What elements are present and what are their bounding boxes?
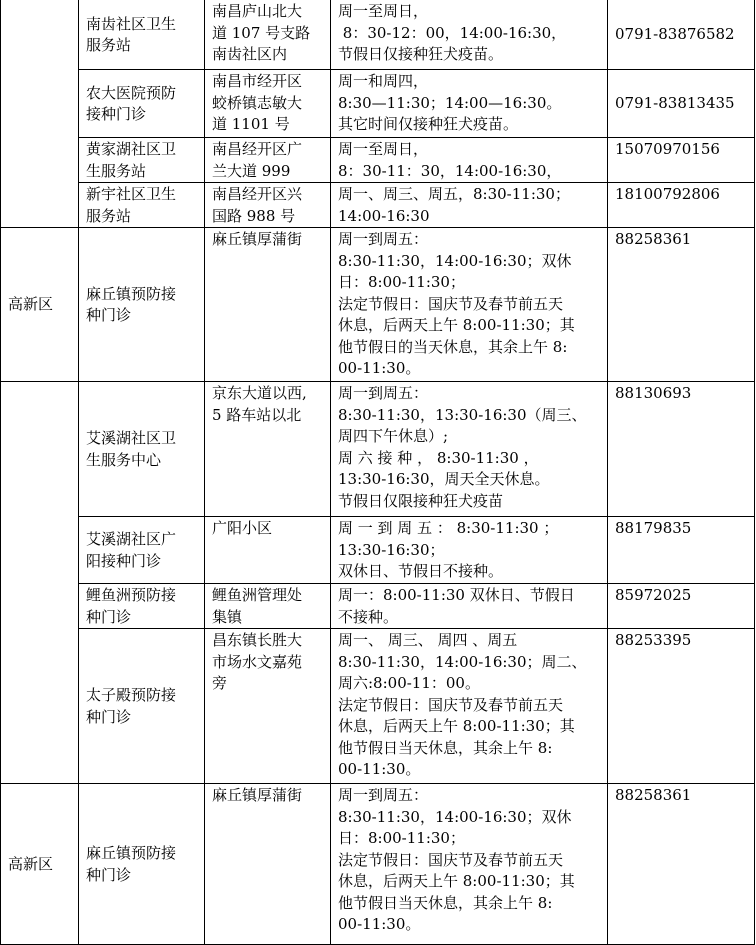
- district-label: 高新区: [8, 295, 54, 314]
- clinic-phone: 0791-83813435: [615, 94, 735, 113]
- clinic-phone: 88179835: [615, 519, 692, 537]
- clinic-phone-cell: [608, 70, 754, 137]
- clinic-name: 新宇社区卫生 服务站: [86, 185, 177, 225]
- clinic-phone: 85972025: [615, 586, 692, 604]
- clinic-phone: 88253395: [615, 631, 692, 649]
- table-row: [79, 382, 204, 516]
- clinic-hours: 周一至周日， 8：30-11：30，14:00-16:30，: [338, 140, 562, 180]
- clinic-hours: 周一到周五： 8:30-11:30，13:30-16:30（周三、 周四下午休息）; 周 六 接 种 ， 8:30-11:30 ， 13:30-16:30，周天全天休息。 节假日仅限接种狂犬疫苗: [338, 384, 587, 510]
- clinic-hours: 周一到周五： 8:30-11:30，14:00-16:30；双休 日：8:00-11:30； 法定节假日：国庆节及春节前五天 休息，后两天上午 8:00-11:30；其 他节假日的当天休息，其余上午 8: 00-11:30。: [338, 230, 575, 377]
- clinic-address: 南昌经开区兴 国路 988 号: [212, 185, 303, 225]
- table-row: [79, 517, 204, 583]
- clinic-hours: 周一至周日， 8：30-12：00，14:00-16:30， 节假日仅接种狂犬疫苗。: [338, 2, 567, 63]
- table-row: [79, 70, 204, 137]
- clinic-phone: 15070970156: [615, 140, 720, 158]
- table-row: [79, 228, 204, 381]
- clinic-name: 麻丘镇预防接 种门诊: [86, 284, 177, 324]
- clinic-hours: 周一、周三、周五，8:30-11:30； 14:00-16:30: [338, 185, 570, 225]
- clinic-hours: 周一：8:00-11:30 双休日、节假日 不接种。: [338, 586, 575, 626]
- clinic-phone: 88258361: [615, 786, 692, 804]
- clinic-hours: 周一、 周三、 周四 、周五 8:30-11:30，14:00-16:30；周二、 周六:8:00-11：00。 法定节假日：国庆节及春节前五天 休息，后两天上午 8:00-11:30；其 他节假日当天休息，其余上午 8: 00-11:30。: [338, 631, 587, 778]
- table-row: [79, 784, 204, 944]
- clinic-address: 京东大道以西, 5 路车站以北: [212, 384, 307, 424]
- clinic-hours: 周一到周五： 8:30-11:30，14:00-16:30；双休 日：8:00-11:30； 法定节假日：国庆节及春节前五天 休息，后两天上午 8:00-11:30；其 他节假日当天休息，其余上午 8: 00-11:30。: [338, 786, 575, 933]
- clinic-address: 广阳小区: [212, 519, 273, 537]
- clinic-address: 麻丘镇厚蒲街: [212, 786, 303, 804]
- district-label: 高新区: [8, 854, 54, 873]
- clinic-name: 农大医院预防 接种门诊: [86, 83, 177, 123]
- table-row: [79, 629, 204, 783]
- clinic-name: 鲤鱼洲预防接 种门诊: [86, 586, 177, 626]
- clinic-hours: 周 一 到 周 五 ： 8:30-11:30 ； 13:30-16:30； 双休日、节假日不接种。: [338, 519, 559, 580]
- clinic-name: 艾溪湖社区广 阳接种门诊: [86, 530, 177, 570]
- table-border-right: [754, 0, 755, 945]
- clinic-phone-cell: [608, 0, 754, 69]
- clinic-address: 南昌庐山北大 道 107 号支路 南齿社区内: [212, 2, 311, 63]
- district-cell: [1, 784, 78, 944]
- clinic-name: 艾溪湖社区卫 生服务中心: [86, 429, 177, 469]
- clinic-name: 南齿社区卫生 服务站: [86, 14, 177, 54]
- clinic-address: 鲤鱼洲管理处 集镇: [212, 586, 303, 626]
- clinic-phone: 88130693: [615, 384, 692, 402]
- clinic-phone: 0791-83876582: [615, 25, 735, 44]
- clinic-address: 昌东镇长胜大 市场水文嘉苑 旁: [212, 631, 303, 692]
- clinic-address: 南昌经开区广 兰大道 999: [212, 140, 303, 180]
- clinic-hours: 周一和周四， 8:30—11:30；14:00—16:30。 其它时间仅接种狂犬疫苗。: [338, 72, 562, 133]
- clinic-name: 太子殿预防接 种门诊: [86, 686, 177, 726]
- clinic-address: 麻丘镇厚蒲街: [212, 230, 303, 248]
- clinic-name: 黄家湖社区卫 生服务站: [86, 140, 177, 180]
- clinic-phone: 88258361: [615, 230, 692, 248]
- clinic-name: 麻丘镇预防接 种门诊: [86, 844, 177, 884]
- clinic-address: 南昌市经开区 蛟桥镇志敏大 道 1101 号: [212, 72, 303, 133]
- district-cell: [1, 228, 78, 381]
- table-row: [79, 0, 204, 69]
- clinic-phone: 18100792806: [615, 185, 720, 203]
